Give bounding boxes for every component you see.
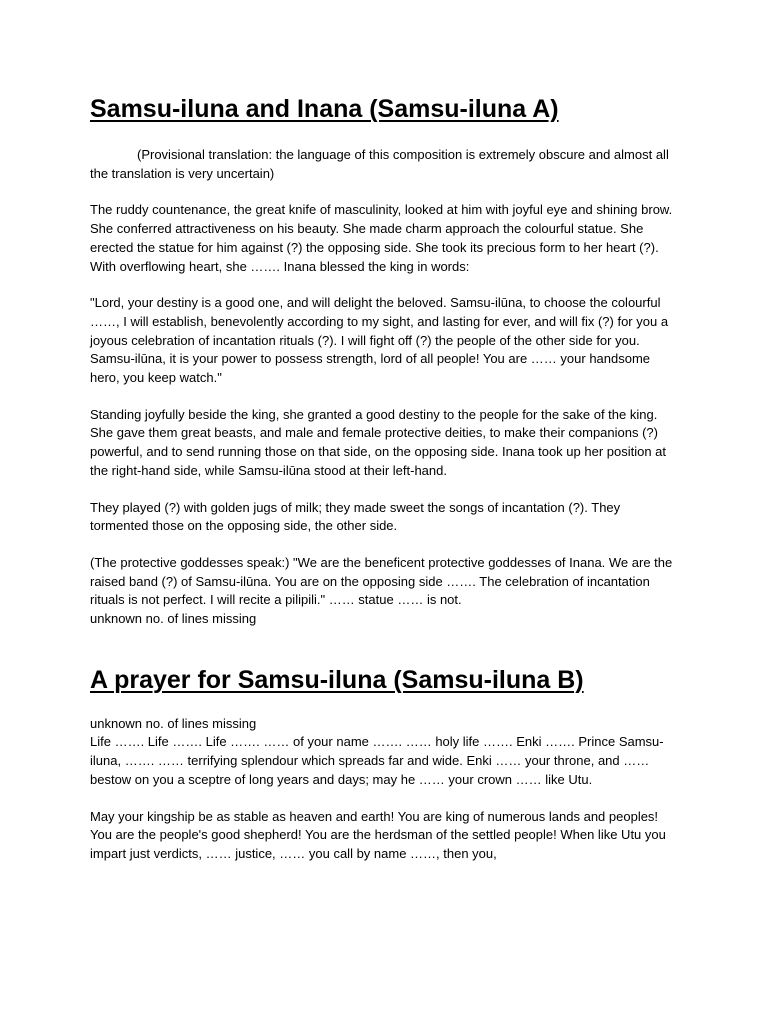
- paragraph: "Lord, your destiny is a good one, and will delight the beloved. Samsu-ilūna, to choose the colourful ……, I will establish, benevolently according to my sight, and lasting for ever, and will fix (?) for you a joyous celebration of incantation rituals (?). I will fight off (?) the people of the other side for you. Samsu-ilūna, it is your power to possess strength, lord of all people! You are …… your handsome hero, you keep watch.": [90, 295, 669, 386]
- missing-lines-note: unknown no. of lines missing: [90, 611, 257, 627]
- missing-lines-note: unknown no. of lines missing: [90, 715, 257, 731]
- paragraph: May your kingship be as stable as heaven and earth! You are king of numerous lands and peoples! You are the people's good shepherd! You are the herdsman of the settled people! When like Utu you impart just verdicts, …… justice, …… you call by name ……, then you,: [90, 808, 666, 861]
- section-title-samsu-iluna-a: Samsu-iluna and Inana (Samsu-iluna A): [90, 95, 559, 123]
- translation-note: (Provisional translation: the language of this composition is extremely obscure and almost all the translation is very uncertain): [90, 147, 669, 181]
- section-title-samsu-iluna-b: A prayer for Samsu-iluna (Samsu-iluna B): [90, 665, 584, 694]
- paragraph: (The protective goddesses speak:) "We are the beneficent protective goddesses of Inana. We are the raised band (?) of Samsu-ilūna. You are on the opposing side ……. The celebration of incantation rituals is not perfect. I will recite a pilipili." …… statue …… is not.: [90, 554, 673, 608]
- paragraph: Life ……. Life ……. Life ……. …… of your name ……. …… holy life ……. Enki ……. Prince Samsu-iluna, ……. …… terrifying splendour which spreads far and wide. Enki …… your throne, and …… bestow on you a sceptre of long years and days; may he …… your crown …… like Utu.: [90, 734, 664, 787]
- paragraph: Standing joyfully beside the king, she granted a good destiny to the people for the sake of the king. She gave them great beasts, and male and female protective deities, to make their companions (?) powerful, and to send running those on that side, on the opposing side. Inana took up her position at the right-hand side, while Samsu-ilūna stood at their left-hand.: [90, 406, 667, 478]
- paragraph: The ruddy countenance, the great knife of masculinity, looked at him with joyful eye and shining brow. She conferred attractiveness on his beauty. She made charm approach the colourful statue. She erected the statue for him against (?) the opposing side. She took its precious form to her heart (?). With overflowing heart, she ……. Inana blessed the king in words:: [90, 202, 673, 274]
- paragraph: They played (?) with golden jugs of milk; they made sweet the songs of incantation (?). They tormented those on the opposing side, the other side.: [90, 499, 621, 534]
